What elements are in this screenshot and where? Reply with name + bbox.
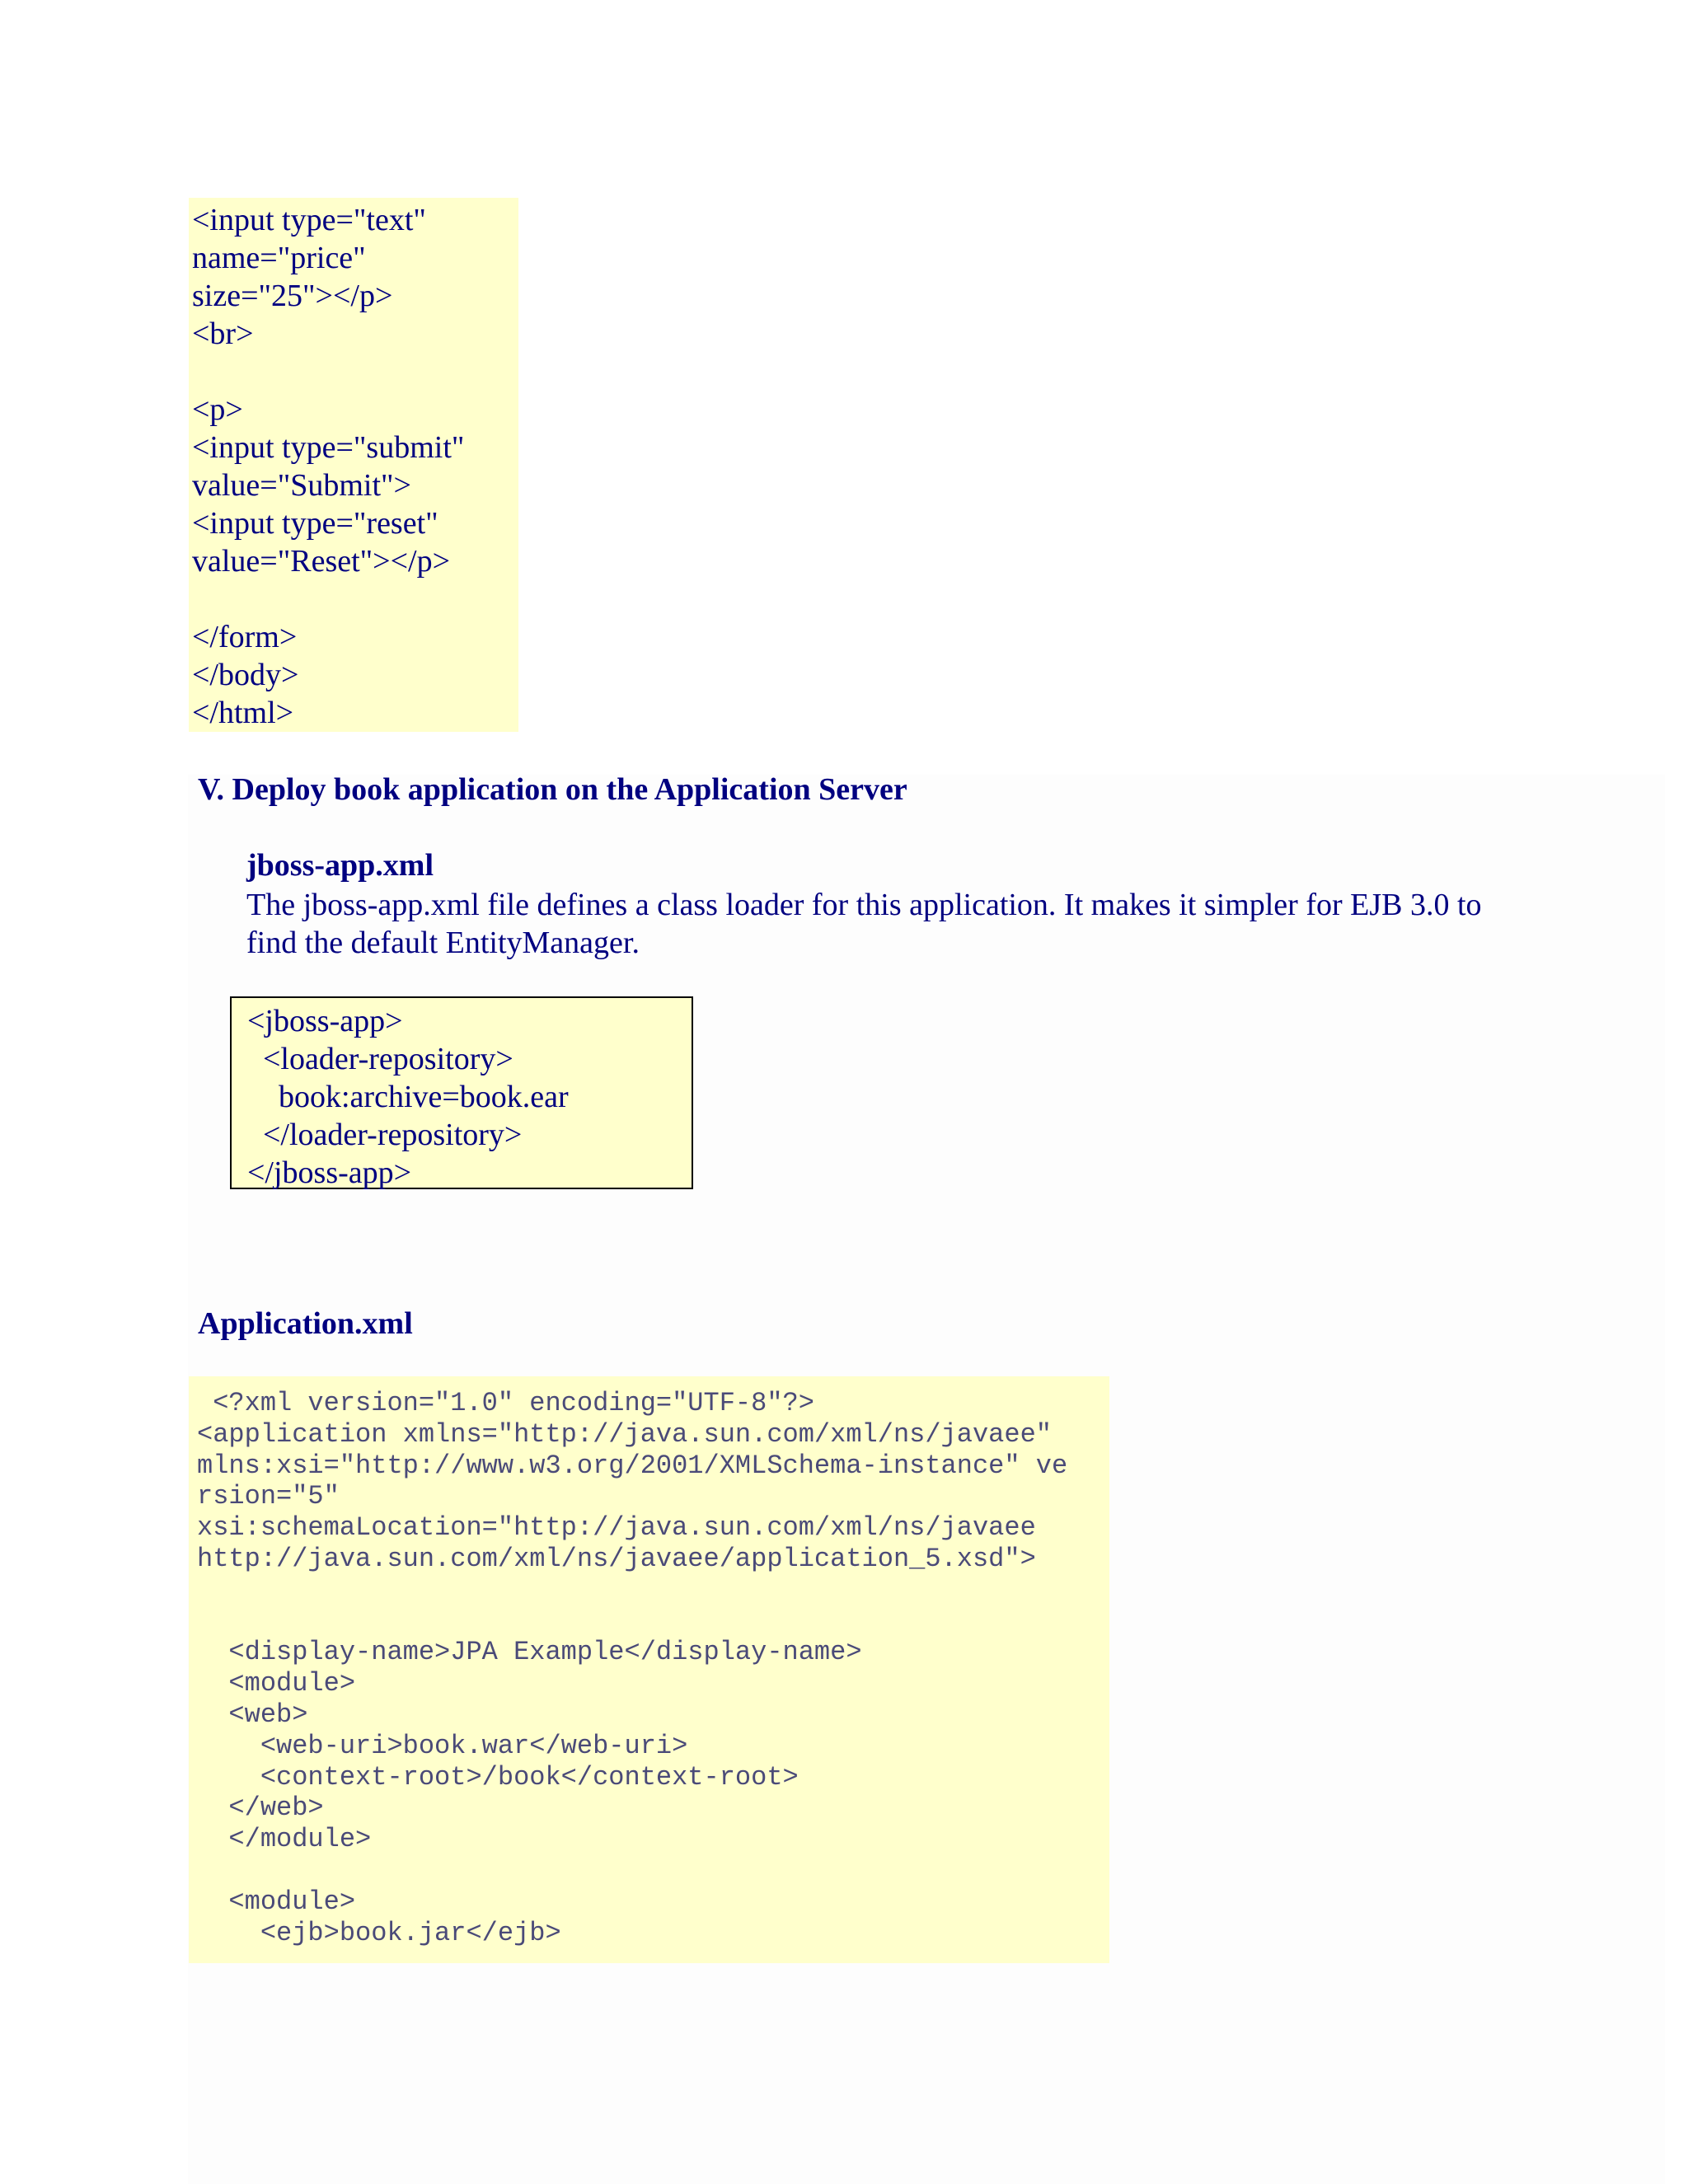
jboss-app-code-block: <jboss-app> <loader-repository> book:archive=book.ear </loader-repository> </jboss-app> <box>230 996 693 1189</box>
html-form-code-block: <input type="text" name="price" size="25"></p> <br> <p> <input type="submit" value="Submit"> <input type="reset" value="Reset"></p> </form> </body> </html> <box>189 198 518 732</box>
application-xml-code-block: <?xml version="1.0" encoding="UTF-8"?> <application xmlns="http://java.sun.com/xml/ns/javaee" mlns:xsi="http://www.w3.org/2001/XMLSchema-instance" ve rsion="5" xsi:schemaLocation="http://java.sun.com/xml/ns/javaee http://java.sun.com/xml/ns/javaee/application_5.xsd"> <display-name>JPA Example</display-name> <module> <web> <web-uri>book.war</web-uri> <context-root>/book</context-root> </web> </module> <module> <ejb>book.jar</ejb> <box>189 1376 1109 1963</box>
jboss-app-title: jboss-app.xml <box>246 848 434 883</box>
section-heading: V. Deploy book application on the Application Server <box>198 772 907 807</box>
application-xml-title: Application.xml <box>198 1306 413 1341</box>
jboss-app-description: The jboss-app.xml file defines a class loader for this application. It makes it simpler for EJB 3.0 to find the default EntityManager. <box>246 888 1482 960</box>
